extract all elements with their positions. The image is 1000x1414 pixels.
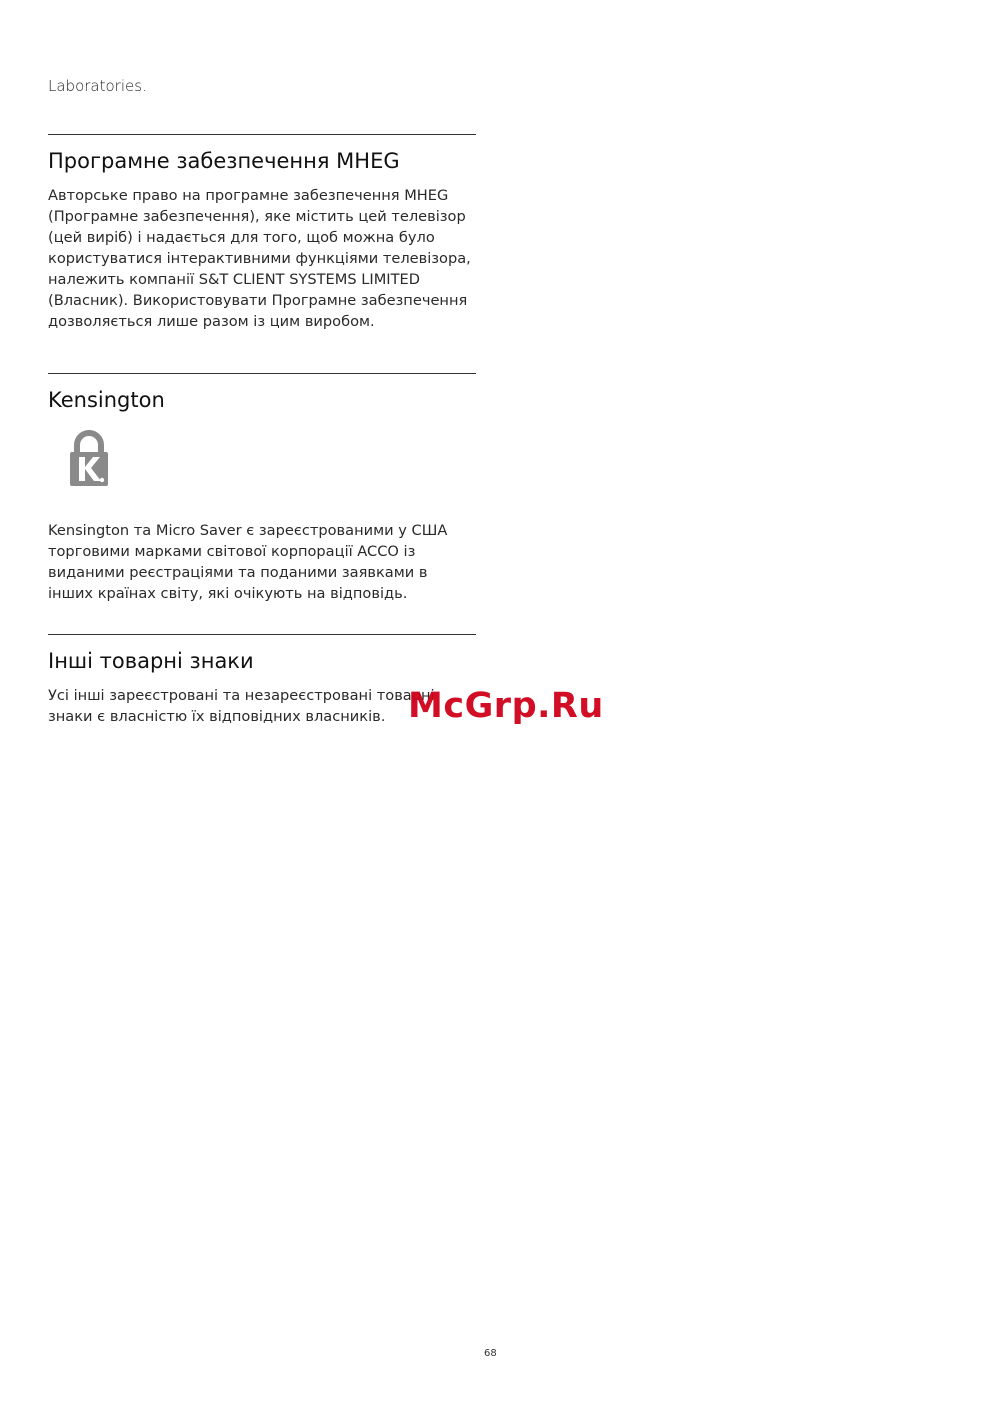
section-divider <box>48 373 476 374</box>
section-divider <box>48 134 476 135</box>
section-body-kensington: Kensington та Micro Saver є зареєстрованими у США торговими марками світової корпорації ACCO із виданими реєстраціями та поданими заявками в інших країнах світу, які очікують на відповідь. <box>48 522 448 602</box>
section-body-trademarks: Усі інші зареєстровані та незареєстровані товарні знаки є власністю їх відповідних власників. <box>48 687 435 725</box>
section-kensington <box>48 373 476 604</box>
section-body-mheg: Авторське право на програмне забезпечення MHEG (Програмне забезпечення), яке містить цей телевізор (цей виріб) і надається для того, щоб можна було користуватися інтерактивними функціями телевізора, належить компанії S&T CLIENT SYSTEMS LIMITED (Власник). Використовувати Програмне забезпечення дозволяється лише разом із цим виробом. <box>48 187 471 330</box>
section-title-mheg: Програмне забезпечення MHEG <box>48 149 400 173</box>
watermark-text: McGrp.Ru <box>408 686 604 726</box>
section-title-kensington: Kensington <box>48 388 165 412</box>
section-title-trademarks: Інші товарні знаки <box>48 649 254 673</box>
kensington-lock-icon <box>68 430 110 488</box>
page-number: 68 <box>484 1348 497 1359</box>
section-divider <box>48 634 476 635</box>
section-mheg <box>48 134 476 332</box>
continued-text: Laboratories. <box>48 77 147 95</box>
